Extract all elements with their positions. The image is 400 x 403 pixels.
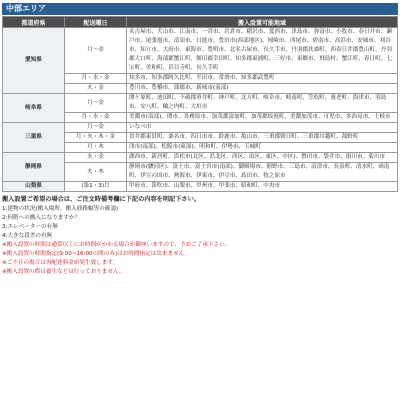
cities-cell: 知多市、知多郡阿久比町、半田市、常滑市、知多郡武豊町 (127, 74, 398, 84)
notes-heading: 搬入設置ご希望の場合は、ご注文時備考欄に下記の内容を明記下さい。 (2, 196, 200, 203)
pref-cell: 愛知県 (3, 28, 65, 94)
table-header-row (3, 17, 398, 28)
notes-item: 2:何階への搬入になりますか？ (2, 215, 81, 221)
delivery-area-panel (2, 3, 398, 397)
days-cell: 月・木 (65, 143, 127, 153)
column-header-days: 配送曜日 (65, 17, 127, 28)
notes-item: 3:エレベーターの有無 (2, 224, 58, 230)
cities-cell: 員弁郡東員町、桑名市、四日市市、鈴鹿市、亀山市、三重郡朝日町、三重郡川越町、菰野町 (127, 133, 398, 143)
section-title: 中部エリア (2, 3, 398, 15)
notes-warning: ※搬入設置の時間は通常以上にお時間がかかる場合が御座いますので、予めご了承下さい。 (2, 242, 231, 248)
table-row (3, 182, 398, 192)
notes-warning: ※搬入設置の際は養生などは行っておりません。 (2, 269, 125, 275)
table-row (3, 153, 398, 163)
table-row (3, 94, 398, 113)
days-cell: 月・火・木・金 (65, 133, 127, 143)
cities-cell: 津市(南部)、松阪市(東部)、明和町、伊勢市、玉城町 (127, 143, 398, 153)
cities-cell: 甲府市、笛吹市、山梨市、甲州市、甲斐市、昭和町、中央市 (127, 182, 398, 192)
cities-cell: 静岡市(駿河区)、富士市、富士宮市(南部)、御殿場市、裾野市、三島市、沼津市、長泉町、清水町、函南町、伊豆の国市、熱海市、伊東市、伊豆市、島田市、牧之原市 (127, 163, 398, 182)
delivery-area-table (2, 16, 398, 192)
cities-cell: 豊川市、豊橋市、蒲郡市、新城市(南部) (127, 84, 398, 94)
days-cell: 火・金 (65, 84, 127, 94)
notes-item: 4:大きな段差の有無 (2, 233, 53, 239)
notes-warning: ※搬入設置の時間指定(9:00~16:00の間のみ)はお時間指定は出来ません。 (2, 251, 191, 257)
days-cell: 月・水・金 (65, 74, 127, 84)
pref-cell: 静岡県 (3, 153, 65, 182)
pref-cell: 三重県 (3, 123, 65, 153)
days-cell: 火・木 (65, 163, 127, 182)
days-cell: 月・水・金 (65, 113, 127, 123)
cities-cell: 関ケ原町、池田町、不破郡垂井町、神戸町、北方町、岐阜市、岐南町、笠松町、養老町、海津市、羽島市、安八町、輪之内町、大垣市 (127, 94, 398, 113)
cities-cell: 美濃市(南部)、関市、各務原市、加茂郡富加町、加茂郡坂祝町、美濃加茂市、可児市、多治見市、土岐市 (127, 113, 398, 123)
column-header-cities: 搬入設置可能地域 (127, 17, 398, 28)
days-cell: (第1・3)月 (65, 182, 127, 192)
days-cell: 月～金 (65, 123, 127, 133)
installation-notes (2, 195, 398, 277)
table-row (3, 123, 398, 133)
cities-cell: 名古屋市、犬山市、江南市、一宮市、岩倉市、稲沢市、愛西市、津島市、弥富市、小牧市、春日井市、瀬戸市、尾張旭市、清須市、日進市、豊田市(西部地区)、岡崎市、西尾市、碧南市、高浜市、安城市、刈谷市、知立市、大府市、東海市、豊明市、北名古屋市、長久手市、丹羽郡扶桑町、西春日井郡豊山町、丹羽郡大口町、海部郡蟹江町、額田郡幸田町、知多郡東浦町、三好市、東郷市、飛島村、蟹江町、春日町、七宝町、美和町、甚目寺町、長久手町 (127, 28, 398, 74)
column-header-pref: 都道府県 (3, 17, 65, 28)
notes-warning: ※ご不在の場合は再配達料金が発生致します。 (2, 260, 119, 266)
notes-item: 1:建物の状況(搬入場所、搬入経路幅等の確認) (2, 206, 119, 212)
pref-cell: 岐阜県 (3, 94, 65, 123)
days-cell: 月～金 (65, 28, 127, 74)
days-cell: 月～金 (65, 94, 127, 113)
days-cell: 火・金 (65, 153, 127, 163)
cities-cell: 湖西市、新居町、浜松市(北区、浜北区、西区、南区、東区、中区)、磐田市、袋井市、掛川市、菊川市 (127, 153, 398, 163)
cities-cell: いなべ市 (127, 123, 398, 133)
pref-cell: 山梨県 (3, 182, 65, 192)
table-row (3, 28, 398, 74)
